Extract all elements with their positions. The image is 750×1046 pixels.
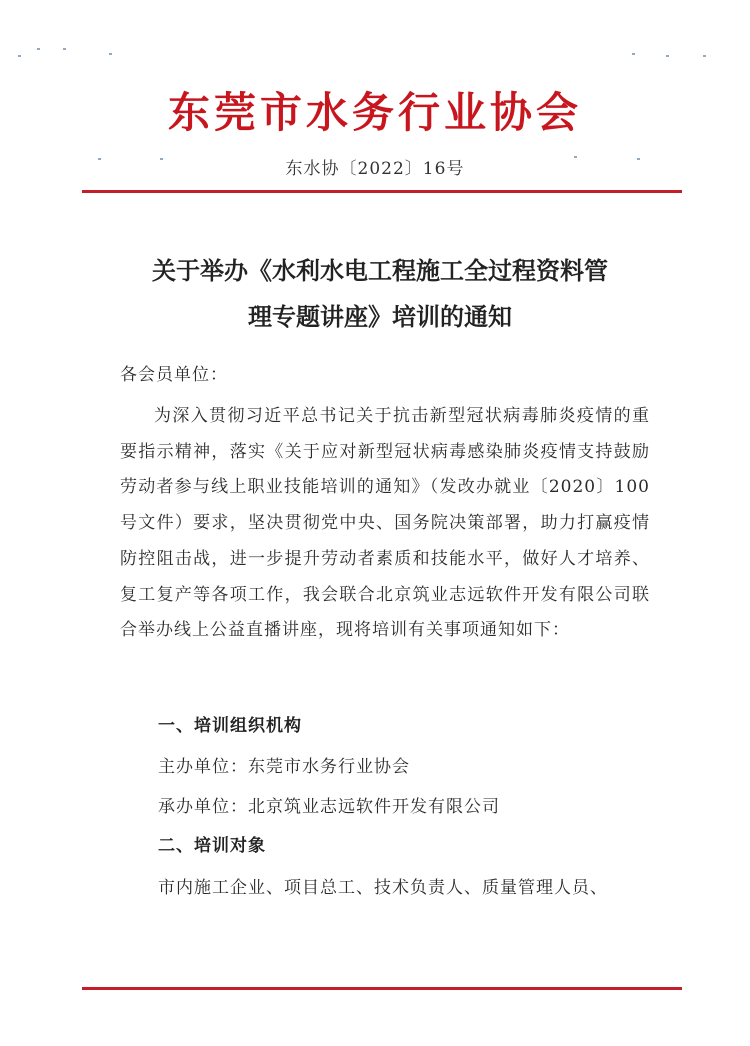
body-paragraph: 为深入贯彻习近平总书记关于抗击新型冠状病毒肺炎疫情的重要指示精神，落实《关于应对新型冠状病毒感染肺炎疫情支持鼓励劳动者参与线上职业技能培训的通知》（发改办就业〔2020〕100号文件）要求，坚决贯彻党中央、国务院决策部署，助力打赢疫情防控阻击战，进一步提升劳动者素质和技能水平，做好人才培养、复工复产等各项工作，我会联合北京筑业志远软件开发有限公司联合举办线上公益直播讲座，现将培训有关事项通知如下： <box>120 406 650 641</box>
organization-header-title: 东莞市水务行业协会 <box>167 88 582 137</box>
section-heading-organization: 一、培训组织机构 <box>158 716 302 736</box>
scan-speck <box>632 53 635 55</box>
scan-speck <box>574 156 577 158</box>
header-red-divider <box>82 190 682 193</box>
notice-title-line-1: 关于举办《水利水电工程施工全过程资料管 <box>152 257 608 285</box>
document-number: 东水协〔2022〕16号 <box>285 159 465 179</box>
audience-line: 市内施工企业、项目总工、技术负责人、质量管理人员、 <box>158 878 608 898</box>
notice-title-line-2: 理专题讲座》培训的通知 <box>248 303 512 331</box>
salutation: 各会员单位： <box>120 365 228 385</box>
organizer-unit-line: 承办单位：北京筑业志远软件开发有限公司 <box>158 797 500 817</box>
scan-speck <box>63 48 66 50</box>
scan-speck <box>98 158 101 160</box>
host-unit-line: 主办单位：东莞市水务行业协会 <box>158 757 410 777</box>
scan-speck <box>637 158 640 160</box>
scan-speck <box>37 48 40 50</box>
scan-speck <box>18 55 21 57</box>
scan-speck <box>160 158 163 160</box>
scan-speck <box>666 55 669 57</box>
scan-speck <box>109 53 112 55</box>
notice-title <box>100 248 660 340</box>
footer-red-divider <box>82 987 682 990</box>
scan-speck <box>703 55 706 57</box>
section-heading-audience: 二、培训对象 <box>158 836 266 856</box>
